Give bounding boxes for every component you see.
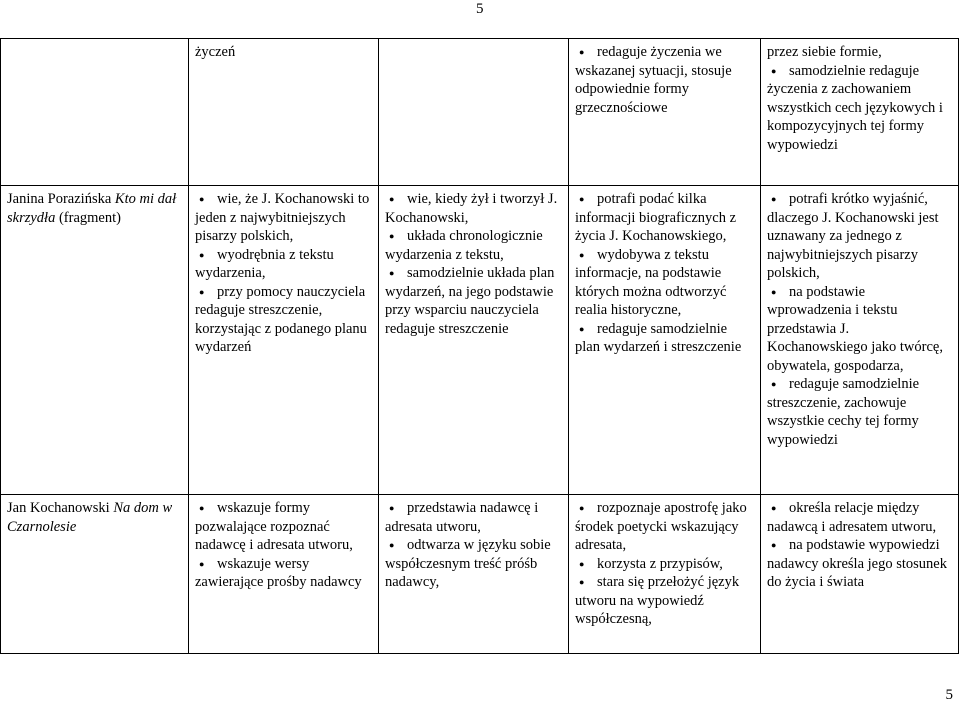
list-item-text: ● na podstawie wypowiedzi nadawcy określa jego stosunek do życia i świata (767, 537, 947, 590)
list-item (767, 190, 953, 283)
work-author: Jan Kochanowski (7, 500, 114, 516)
list-item-text: przez siebie formie, (767, 44, 882, 60)
list-item-text: ● redaguje życzenia we wskazanej sytuacji, stosuje odpowiednie formy grzecznościowe (575, 44, 732, 116)
list-item-text: ● określa relacje między nadawcą i adresatem utworu, (767, 500, 937, 535)
row2-col4 (569, 186, 761, 495)
list-item-text: ● stara się przełożyć język utworu na wypowiedź współczesną, (575, 574, 740, 627)
list-item-text: ● rozpoznaje apostrofę jako środek poetycki wskazujący adresata, (575, 500, 747, 553)
list-item (195, 190, 373, 246)
row3-col5 (761, 495, 959, 654)
bullet-list (575, 499, 755, 629)
list-item-text: ● odtwarza w języku sobie współczesnym treść próśb nadawcy, (385, 537, 551, 590)
row3-col2 (189, 495, 379, 654)
list-item (575, 190, 755, 246)
work-title: Kto mi dał skrzydła (7, 191, 177, 226)
row1-col3 (379, 39, 569, 186)
list-item-text: ● wydobywa z tekstu informacje, na podstawie których można odtworzyć realia historyczne, (575, 246, 727, 318)
list-item (767, 283, 953, 376)
list-item (195, 555, 373, 592)
row2-col3 (379, 186, 569, 495)
row1-col5 (761, 39, 959, 186)
bullet-list (385, 190, 563, 338)
list-item (575, 246, 755, 320)
bullet-list (767, 43, 953, 154)
list-item-text: ● potrafi podać kilka informacji biograficznych z życia J. Kochanowskiego, (575, 191, 737, 244)
list-item (767, 536, 953, 592)
bullet-list (767, 190, 953, 449)
bullet-list (195, 190, 373, 357)
row3-col1 (1, 495, 189, 654)
list-item (195, 283, 373, 357)
bullet-list (575, 190, 755, 357)
work-author: Janina Porazińska (7, 191, 115, 207)
list-item (385, 227, 563, 264)
list-item (575, 499, 755, 555)
row1-col2 (189, 39, 379, 186)
list-item (385, 264, 563, 338)
list-item-text: ● potrafi krótko wyjaśnić, dlaczego J. Kochanowski jest uznawany za jednego z najwybitniejszych pisarzy polskich, (767, 191, 939, 281)
bullet-list (385, 499, 563, 592)
list-item (575, 320, 755, 357)
list-item (767, 499, 953, 536)
list-item-text: ● korzysta z przypisów, (597, 555, 723, 572)
list-item (385, 190, 563, 227)
list-item (195, 499, 373, 555)
list-item (195, 246, 373, 283)
bullet-list (195, 499, 373, 592)
list-item-text: ● redaguje samodzielnie plan wydarzeń i streszczenie (575, 320, 742, 355)
cell-text: życzeń (195, 44, 236, 60)
list-item (385, 536, 563, 592)
page-number-top: 5 (476, 1, 484, 17)
work-suffix: (fragment) (55, 209, 121, 226)
list-item-text: ● przy pomocy nauczyciela redaguje streszczenie, korzystając z podanego planu wydarzeń (195, 283, 367, 355)
list-item-text: ● wie, kiedy żył i tworzył J. Kochanowski, (385, 191, 558, 226)
list-item-text: ● na podstawie wprowadzenia i tekstu przedstawia J. Kochanowskiego jako twórcę, obywatela, gospodarza, (767, 283, 943, 374)
list-item (575, 43, 755, 117)
list-item-text: ● wie, że J. Kochanowski to jeden z najwybitniejszych pisarzy polskich, (195, 191, 370, 244)
row3-col3 (379, 495, 569, 654)
row2-col1 (1, 186, 189, 495)
bullet-list (575, 43, 755, 117)
list-item (767, 375, 953, 449)
table-row (1, 186, 959, 495)
row2-col2 (189, 186, 379, 495)
list-item-text: ● przedstawia nadawcę i adresata utworu, (385, 500, 539, 535)
row3-col4 (569, 495, 761, 654)
list-item (385, 499, 563, 536)
work-title: Na dom w Czarnolesie (7, 500, 173, 535)
list-item-text: ● wskazuje formy pozwalające rozpoznać nadawcę i adresata utworu, (195, 500, 353, 553)
list-item-text: ● samodzielnie układa plan wydarzeń, na jego podstawie przy wsparciu nauczyciela redaguje streszczenie (385, 265, 555, 337)
row1-col4 (569, 39, 761, 186)
list-item (575, 555, 755, 574)
list-item-text: ● układa chronologicznie wydarzenia z tekstu, (385, 228, 543, 263)
list-item-text: ● wyodrębnia z tekstu wydarzenia, (195, 246, 334, 281)
row2-col5 (761, 186, 959, 495)
list-item-text: ● samodzielnie redaguje życzenia z zachowaniem wszystkich cech językowych i kompozycyjnych tej formy wypowiedzi (767, 62, 943, 153)
curriculum-table (0, 38, 959, 654)
list-item-text: ● wskazuje wersy zawierające prośby nadawcy (195, 555, 362, 590)
list-item (575, 573, 755, 629)
page-number-bottom: 5 (945, 687, 953, 703)
list-item (767, 62, 953, 155)
list-item-text: ● redaguje samodzielnie streszczenie, zachowuje wszystkie cechy tej formy wypowiedzi (767, 376, 920, 448)
list-item (767, 43, 953, 62)
bullet-list (767, 499, 953, 592)
table-row (1, 495, 959, 654)
row1-col1 (1, 39, 189, 186)
table-row (1, 39, 959, 186)
